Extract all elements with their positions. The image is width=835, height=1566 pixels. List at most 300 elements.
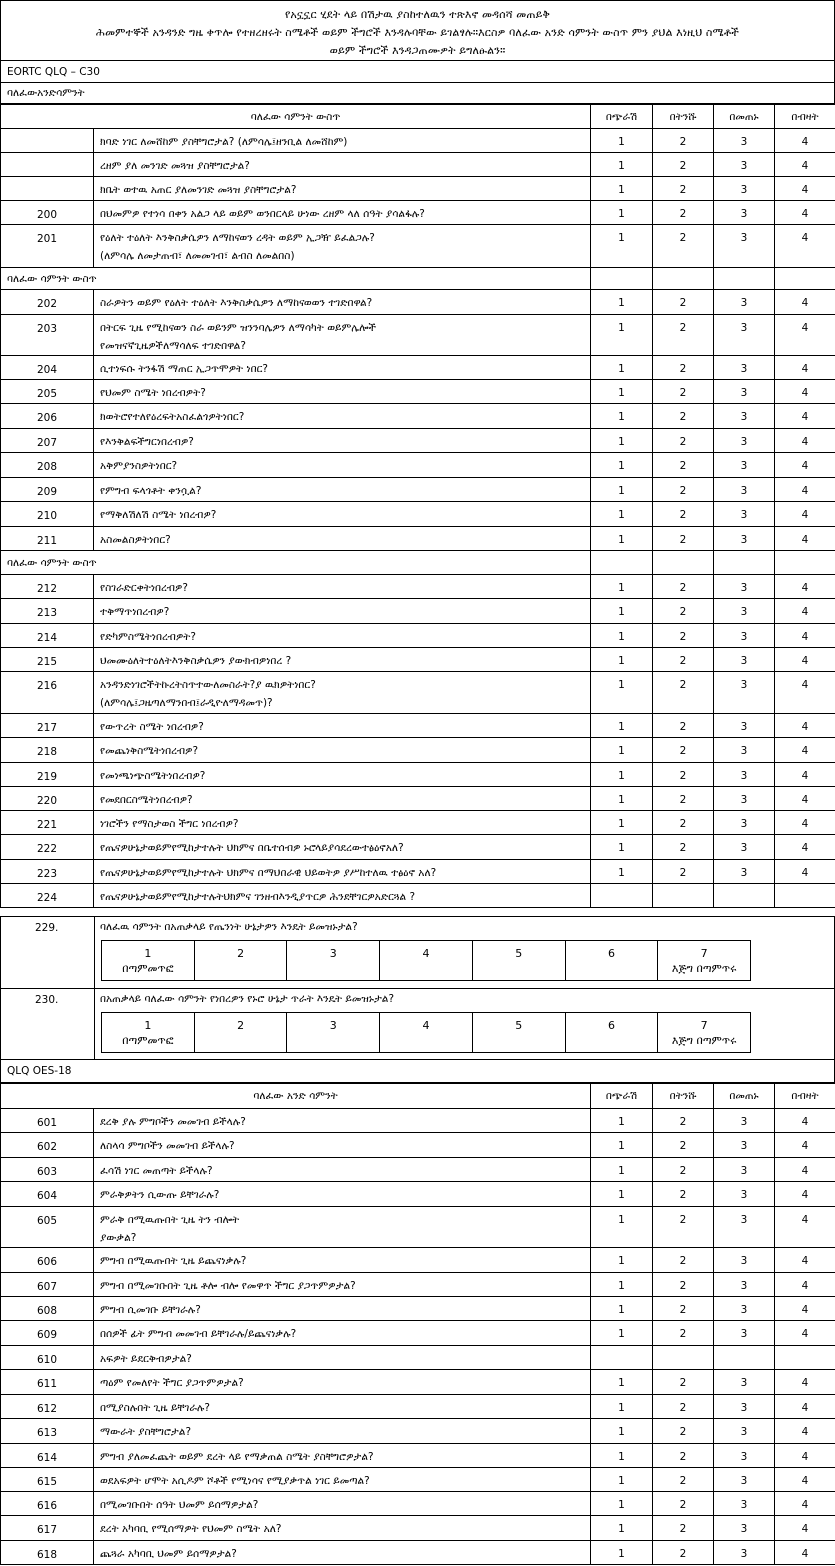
question-text-cont: (ለምሳሌ፤ጋዜጣለማንበብ፤ራዲዮለማዳመጥ)? xyxy=(100,697,273,709)
scale-option-1[interactable]: 1 xyxy=(591,738,653,763)
table-header-row xyxy=(1,1084,835,1109)
question-text: በሰዎች ፊት ምግብ መመገብ ይቸገራሉ/ይጨናነቃሉ? xyxy=(100,1328,297,1340)
scale-option-2[interactable]: 2 xyxy=(653,1492,714,1516)
scale-option-1[interactable]: 1 xyxy=(591,1158,653,1182)
rating-option-4[interactable] xyxy=(379,941,472,980)
rating-value[interactable]: 4 xyxy=(422,1019,430,1032)
scale-option-3[interactable]: 3 xyxy=(714,575,775,599)
question-text: የውጥረት ስሜት ነበረብዎ? xyxy=(100,721,204,733)
scale-option-2[interactable]: 2 xyxy=(653,502,714,527)
question-text: የጤናዎሁኔታወይምየሚከታተሉትህክምና ገንዘብእንዲያጥርዎ ሕንደቸገርዎአድርጓል ? xyxy=(100,891,416,903)
scale-option-2[interactable]: 2 xyxy=(653,599,714,624)
scale-option-4[interactable]: 4 xyxy=(775,177,835,201)
scale-option-4[interactable]: 4 xyxy=(775,1133,835,1158)
question-text-cell xyxy=(94,1248,591,1273)
scale-option-2[interactable]: 2 xyxy=(653,404,714,429)
question-text-cell xyxy=(94,453,591,478)
section-title-oes18: QLQ OES-18 xyxy=(0,1059,835,1083)
scale-option-3[interactable]: 3 xyxy=(714,315,775,356)
question-number: 615 xyxy=(1,1468,94,1492)
scale-option-1[interactable]: 1 xyxy=(591,1541,653,1565)
scale-option-2[interactable]: 2 xyxy=(653,860,714,884)
intro-title: የአኗኗር ሂደት ላይ በሽታዉ ያስከተለዉን ተጽእኖ መዳሰሻ መጠይቅ xyxy=(284,8,551,21)
rating-option-7[interactable] xyxy=(657,1013,750,1052)
rating-scale xyxy=(101,940,751,981)
rating-value[interactable]: 6 xyxy=(607,947,615,960)
question-row xyxy=(1,429,835,453)
scale-option-2[interactable]: 2 xyxy=(653,1248,714,1273)
scale-option-1[interactable]: 1 xyxy=(591,527,653,551)
question-number: 601 xyxy=(1,1109,94,1133)
question-number: 203 xyxy=(1,315,94,356)
scale-option-3[interactable]: 3 xyxy=(714,1419,775,1444)
scale-option-1[interactable]: 1 xyxy=(591,1516,653,1541)
scale-option-3[interactable]: 3 xyxy=(714,1444,775,1468)
scale-option-2[interactable]: 2 xyxy=(653,738,714,763)
scale-option-3[interactable]: 3 xyxy=(714,1492,775,1516)
question-text-cell xyxy=(94,1395,591,1419)
scale-option-4[interactable]: 4 xyxy=(775,1492,835,1516)
column-header-c1: በጭራሽ xyxy=(591,105,653,129)
scale-option-2[interactable]: 2 xyxy=(653,453,714,478)
scale-option-2[interactable]: 2 xyxy=(653,811,714,835)
scale-option-2[interactable]: 2 xyxy=(653,1321,714,1346)
rating-value[interactable]: 1 xyxy=(144,947,152,960)
scale-option-4[interactable]: 4 xyxy=(775,860,835,884)
scale-option-1[interactable]: 1 xyxy=(591,1109,653,1133)
question-number: 217 xyxy=(1,714,94,738)
scale-option-3[interactable]: 3 xyxy=(714,1248,775,1273)
scale-option-1[interactable]: 1 xyxy=(591,1273,653,1297)
oes18-question-table xyxy=(0,1083,835,1565)
rating-option-6[interactable] xyxy=(565,1013,658,1052)
rating-value[interactable]: 2 xyxy=(237,947,245,960)
question-text: የመደበርስሜትነበረብዎ? xyxy=(100,794,193,806)
rating-value[interactable]: 3 xyxy=(329,1019,337,1032)
question-number: 220 xyxy=(1,787,94,811)
scale-option-2[interactable]: 2 xyxy=(653,714,714,738)
scale-option-2[interactable]: 2 xyxy=(653,429,714,453)
question-number: 215 xyxy=(1,648,94,672)
scale-option-3[interactable]: 3 xyxy=(714,648,775,672)
scale-option-2[interactable]: 2 xyxy=(653,1133,714,1158)
question-text: ምግብ በሚዉጡበት ጊዜ ይጨናነቃሉ? xyxy=(100,1255,247,1267)
questionnaire-intro xyxy=(0,0,835,61)
scale-option-2[interactable]: 2 xyxy=(653,315,714,356)
scale-option-1[interactable]: 1 xyxy=(591,860,653,884)
question-text: ምራቅዎትን ሲውጡ ይቸገራሉ? xyxy=(100,1189,220,1201)
scale-option-4[interactable]: 4 xyxy=(775,129,835,153)
scale-option-1[interactable]: 1 xyxy=(591,1182,653,1207)
scale-option-4[interactable]: 4 xyxy=(775,1419,835,1444)
rating-value[interactable]: 4 xyxy=(422,947,430,960)
rating-value[interactable]: 1 xyxy=(144,1019,152,1032)
scale-option-2[interactable]: 2 xyxy=(653,153,714,177)
empty-cell xyxy=(591,551,653,575)
scale-option-4[interactable]: 4 xyxy=(775,315,835,356)
scale-option-3[interactable]: 3 xyxy=(714,714,775,738)
scale-option-1[interactable]: 1 xyxy=(591,1297,653,1321)
question-row xyxy=(1,1133,835,1158)
question-row xyxy=(1,624,835,648)
scale-option-3[interactable]: 3 xyxy=(714,453,775,478)
scale-option-1[interactable]: 1 xyxy=(591,380,653,404)
scale-option-2[interactable]: 2 xyxy=(653,1273,714,1297)
scale-option-2[interactable]: 2 xyxy=(653,1158,714,1182)
question-number: 603 xyxy=(1,1158,94,1182)
scale-option-2[interactable]: 2 xyxy=(653,1541,714,1565)
rating-option-6[interactable] xyxy=(565,941,658,980)
question-number: 202 xyxy=(1,290,94,315)
rating-option-5[interactable] xyxy=(472,1013,565,1052)
question-number: 606 xyxy=(1,1248,94,1273)
scale-option-3[interactable]: 3 xyxy=(714,1182,775,1207)
scale-option-2[interactable]: 2 xyxy=(653,1395,714,1419)
scale-option-4[interactable]: 4 xyxy=(775,811,835,835)
scale-option-3[interactable]: 3 xyxy=(714,356,775,380)
question-text: ክባድ ነገር ለመሸከም ያስቸግሮታል? (ለምሳሌ፤ዘንቢል ለመሸከም) xyxy=(100,136,348,148)
question-text: ተቅማጥነበረብዎ? xyxy=(100,606,170,618)
scale-option-3[interactable]: 3 xyxy=(714,177,775,201)
scale-option-4[interactable]: 4 xyxy=(775,1444,835,1468)
column-header-period: ባለፈው ሳምንት ውስጥ xyxy=(1,105,591,129)
scale-option-2[interactable]: 2 xyxy=(653,225,714,268)
scale-option-3[interactable]: 3 xyxy=(714,835,775,860)
question-text: በትርፍ ጊዜ የሚከናወን ስራ ወይንም ዝንንባሌዎን ለማሳካት ወይምሌሎች xyxy=(100,322,377,334)
question-row xyxy=(1,1158,835,1182)
rating-option-2[interactable] xyxy=(194,1013,287,1052)
question-text-cell xyxy=(94,1468,591,1492)
scale-option-2[interactable]: 2 xyxy=(653,201,714,225)
rating-value[interactable]: 7 xyxy=(700,1019,708,1032)
scale-option-1[interactable]: 1 xyxy=(591,599,653,624)
scale-option-1[interactable]: 1 xyxy=(591,835,653,860)
question-row xyxy=(1,738,835,763)
question-row xyxy=(1,478,835,502)
scale-option-3[interactable]: 3 xyxy=(714,429,775,453)
scale-option-3[interactable]: 3 xyxy=(714,1297,775,1321)
question-text-cell xyxy=(94,1207,591,1248)
scale-option-1[interactable]: 1 xyxy=(591,225,653,268)
scale-option-3[interactable]: 3 xyxy=(714,502,775,527)
scale-option-2[interactable]: 2 xyxy=(653,177,714,201)
empty-cell xyxy=(775,884,835,908)
question-text-cell xyxy=(94,225,591,268)
question-number: 613 xyxy=(1,1419,94,1444)
scale-option-3[interactable]: 3 xyxy=(714,1516,775,1541)
scale-option-1[interactable]: 1 xyxy=(591,714,653,738)
column-divider xyxy=(94,989,95,1059)
scale-option-3[interactable]: 3 xyxy=(714,201,775,225)
scale-option-3[interactable]: 3 xyxy=(714,1273,775,1297)
question-text-cell xyxy=(94,811,591,835)
scale-option-4[interactable]: 4 xyxy=(775,835,835,860)
scale-option-3[interactable]: 3 xyxy=(714,153,775,177)
scale-option-4[interactable]: 4 xyxy=(775,429,835,453)
scale-option-2[interactable]: 2 xyxy=(653,763,714,787)
scale-option-1[interactable]: 1 xyxy=(591,787,653,811)
scale-option-4[interactable]: 4 xyxy=(775,648,835,672)
question-row xyxy=(1,527,835,551)
scale-option-4[interactable]: 4 xyxy=(775,575,835,599)
scale-option-1[interactable]: 1 xyxy=(591,1492,653,1516)
scale-option-4[interactable]: 4 xyxy=(775,763,835,787)
scale-option-1[interactable]: 1 xyxy=(591,648,653,672)
scale-option-4[interactable]: 4 xyxy=(775,1109,835,1133)
rating-value[interactable]: 3 xyxy=(329,947,337,960)
scale-option-4[interactable]: 4 xyxy=(775,672,835,714)
scale-option-2[interactable]: 2 xyxy=(653,624,714,648)
question-row xyxy=(1,1297,835,1321)
scale-option-1[interactable]: 1 xyxy=(591,1395,653,1419)
question-number: 617 xyxy=(1,1516,94,1541)
scale-option-4[interactable]: 4 xyxy=(775,738,835,763)
scale-option-1[interactable]: 1 xyxy=(591,811,653,835)
scale-option-4[interactable]: 4 xyxy=(775,153,835,177)
rating-option-1[interactable] xyxy=(102,941,194,980)
scale-option-2[interactable]: 2 xyxy=(653,835,714,860)
rating-anchor-high: እጅግ በጣምጥሩ xyxy=(671,962,737,975)
scale-option-2[interactable]: 2 xyxy=(653,1444,714,1468)
question-number: 618 xyxy=(1,1541,94,1565)
column-header-c4: በብዛት xyxy=(775,105,835,129)
scale-option-1[interactable]: 1 xyxy=(591,1248,653,1273)
scale-option-1[interactable]: 1 xyxy=(591,1370,653,1395)
question-text-cell xyxy=(94,884,591,908)
scale-option-4[interactable]: 4 xyxy=(775,787,835,811)
scale-option-2[interactable]: 2 xyxy=(653,1370,714,1395)
scale-option-4[interactable]: 4 xyxy=(775,356,835,380)
scale-option-1[interactable]: 1 xyxy=(591,453,653,478)
scale-option-3[interactable]: 3 xyxy=(714,787,775,811)
scale-option-4[interactable]: 4 xyxy=(775,1395,835,1419)
scale-option-4[interactable]: 4 xyxy=(775,1158,835,1182)
column-header-c2: በትንሹ xyxy=(653,105,714,129)
question-row xyxy=(1,811,835,835)
rating-option-3[interactable] xyxy=(286,941,379,980)
rating-option-3[interactable] xyxy=(286,1013,379,1052)
question-row xyxy=(1,129,835,153)
question-text-cell xyxy=(94,315,591,356)
scale-option-2[interactable]: 2 xyxy=(653,1182,714,1207)
rating-value[interactable]: 5 xyxy=(515,947,523,960)
scale-option-1[interactable]: 1 xyxy=(591,356,653,380)
scale-option-1[interactable]: 1 xyxy=(591,624,653,648)
scale-option-4[interactable]: 4 xyxy=(775,1321,835,1346)
question-text-cell xyxy=(94,1444,591,1468)
question-text-cell xyxy=(94,502,591,527)
scale-option-2[interactable]: 2 xyxy=(653,356,714,380)
scale-option-1[interactable]: 1 xyxy=(591,429,653,453)
scale-option-3[interactable]: 3 xyxy=(714,290,775,315)
question-row xyxy=(1,453,835,478)
scale-option-4[interactable]: 4 xyxy=(775,453,835,478)
question-row xyxy=(1,380,835,404)
scale-option-4[interactable]: 4 xyxy=(775,714,835,738)
scale-option-3[interactable]: 3 xyxy=(714,129,775,153)
scale-option-4[interactable]: 4 xyxy=(775,1468,835,1492)
scale-option-4[interactable]: 4 xyxy=(775,1516,835,1541)
scale-option-4[interactable]: 4 xyxy=(775,201,835,225)
scale-option-1[interactable]: 1 xyxy=(591,1207,653,1248)
rating-value[interactable]: 6 xyxy=(607,1019,615,1032)
question-text: በህመምዎ የተነሳ በቀን አልጋ ላይ ወይም ወንበርላይ ሁነው ረዘም ላለ ሰዓት ያሳልፋሉ? xyxy=(100,208,425,220)
scale-option-2[interactable]: 2 xyxy=(653,527,714,551)
scale-option-2[interactable]: 2 xyxy=(653,290,714,315)
scale-option-1[interactable]: 1 xyxy=(591,1468,653,1492)
scale-option-3[interactable]: 3 xyxy=(714,1468,775,1492)
rating-option-1[interactable] xyxy=(102,1013,194,1052)
scale-option-1[interactable]: 1 xyxy=(591,290,653,315)
rating-value[interactable]: 2 xyxy=(237,1019,245,1032)
empty-cell xyxy=(714,1346,775,1370)
rating-option-5[interactable] xyxy=(472,941,565,980)
scale-option-4[interactable]: 4 xyxy=(775,290,835,315)
question-row xyxy=(1,177,835,201)
question-text-cell xyxy=(94,404,591,429)
scale-option-2[interactable]: 2 xyxy=(653,672,714,714)
scale-option-2[interactable]: 2 xyxy=(653,129,714,153)
question-text-cell xyxy=(94,129,591,153)
question-number: 608 xyxy=(1,1297,94,1321)
question-row xyxy=(1,201,835,225)
scale-option-1[interactable]: 1 xyxy=(591,763,653,787)
question-text-cont: ያውቃል? xyxy=(100,1232,137,1244)
rating-option-2[interactable] xyxy=(194,941,287,980)
scale-option-2[interactable]: 2 xyxy=(653,1516,714,1541)
scale-option-1[interactable]: 1 xyxy=(591,177,653,201)
scale-option-1[interactable]: 1 xyxy=(591,1419,653,1444)
scale-option-3[interactable]: 3 xyxy=(714,599,775,624)
scale-option-4[interactable]: 4 xyxy=(775,1541,835,1565)
rating-anchor-low: በጣምመጥፎ xyxy=(122,1034,174,1047)
scale-option-2[interactable]: 2 xyxy=(653,478,714,502)
scale-option-4[interactable]: 4 xyxy=(775,527,835,551)
scale-option-1[interactable]: 1 xyxy=(591,201,653,225)
question-row xyxy=(1,1248,835,1273)
question-number: 230. xyxy=(35,994,59,1006)
scale-option-3[interactable]: 3 xyxy=(714,404,775,429)
scale-option-1[interactable]: 1 xyxy=(591,315,653,356)
scale-option-2[interactable]: 2 xyxy=(653,648,714,672)
rating-option-4[interactable] xyxy=(379,1013,472,1052)
scale-option-3[interactable]: 3 xyxy=(714,1133,775,1158)
scale-option-3[interactable]: 3 xyxy=(714,527,775,551)
scale-option-4[interactable]: 4 xyxy=(775,1248,835,1273)
scale-option-2[interactable]: 2 xyxy=(653,575,714,599)
scale-option-4[interactable]: 4 xyxy=(775,225,835,268)
question-text-cell xyxy=(94,1492,591,1516)
question-row xyxy=(1,1395,835,1419)
scale-option-2[interactable]: 2 xyxy=(653,1207,714,1248)
scale-option-4[interactable]: 4 xyxy=(775,478,835,502)
scale-option-4[interactable]: 4 xyxy=(775,624,835,648)
empty-cell xyxy=(714,551,775,575)
question-text: ጣዕም የመለየት ችግር ያጋጥምዎታል? xyxy=(100,1377,244,1389)
question-number: 229. xyxy=(35,922,59,934)
scale-option-3[interactable]: 3 xyxy=(714,1541,775,1565)
global-question xyxy=(0,916,835,989)
scale-option-3[interactable]: 3 xyxy=(714,1370,775,1395)
question-text-cell xyxy=(94,1297,591,1321)
scale-option-2[interactable]: 2 xyxy=(653,380,714,404)
scale-option-2[interactable]: 2 xyxy=(653,787,714,811)
scale-option-1[interactable]: 1 xyxy=(591,1133,653,1158)
scale-option-2[interactable]: 2 xyxy=(653,1109,714,1133)
scale-option-3[interactable]: 3 xyxy=(714,672,775,714)
empty-cell xyxy=(653,884,714,908)
scale-option-2[interactable]: 2 xyxy=(653,1419,714,1444)
scale-option-3[interactable]: 3 xyxy=(714,225,775,268)
scale-option-1[interactable]: 1 xyxy=(591,1321,653,1346)
question-number: 222 xyxy=(1,835,94,860)
scale-option-4[interactable]: 4 xyxy=(775,502,835,527)
scale-option-1[interactable]: 1 xyxy=(591,502,653,527)
scale-option-4[interactable]: 4 xyxy=(775,1182,835,1207)
scale-option-2[interactable]: 2 xyxy=(653,1297,714,1321)
scale-option-4[interactable]: 4 xyxy=(775,1207,835,1248)
question-text: ወደአፍዎት ሆሞት አሲዶም ሾቶች የሚነሳና የሚያቃጥል ነገር ይመጣል? xyxy=(100,1475,370,1487)
scale-option-3[interactable]: 3 xyxy=(714,380,775,404)
scale-option-1[interactable]: 1 xyxy=(591,672,653,714)
question-text-cell xyxy=(94,153,591,177)
scale-option-4[interactable]: 4 xyxy=(775,1370,835,1395)
scale-option-3[interactable]: 3 xyxy=(714,811,775,835)
scale-option-3[interactable]: 3 xyxy=(714,1109,775,1133)
question-text: በአጠቃላይ ባለፈው ሳምንት የነበረዎን የኑሮ ሁኔታ ጥራት እንዴት ይመዝኑታል? xyxy=(100,993,395,1005)
question-text: የዕለት ተዕለት እንቅስቃሴዎን ለማከናወን ረዳት ወይም ኢጋዥ ይፈልጋሉ? xyxy=(100,232,375,244)
scale-option-3[interactable]: 3 xyxy=(714,624,775,648)
scale-option-4[interactable]: 4 xyxy=(775,1297,835,1321)
scale-option-3[interactable]: 3 xyxy=(714,478,775,502)
rating-value[interactable]: 5 xyxy=(515,1019,523,1032)
scale-option-2[interactable]: 2 xyxy=(653,1468,714,1492)
scale-option-4[interactable]: 4 xyxy=(775,404,835,429)
scale-option-3[interactable]: 3 xyxy=(714,1158,775,1182)
rating-option-7[interactable] xyxy=(657,941,750,980)
question-number: 212 xyxy=(1,575,94,599)
question-number xyxy=(1,177,94,201)
scale-option-3[interactable]: 3 xyxy=(714,1207,775,1248)
question-text: ምግብ ያለመፈጨት ወይም ደረት ላይ የማቃጠል ስሜት ያስቸግሮዎታል? xyxy=(100,1451,374,1463)
scale-option-4[interactable]: 4 xyxy=(775,599,835,624)
scale-option-1[interactable]: 1 xyxy=(591,129,653,153)
question-text-cont: (ለምሳሌ ለመታጠብ፣ ለመመገብ፣ ልብስ ለመልበስ) xyxy=(100,250,295,262)
scale-option-1[interactable]: 1 xyxy=(591,153,653,177)
scale-option-1[interactable]: 1 xyxy=(591,1444,653,1468)
scale-option-4[interactable]: 4 xyxy=(775,380,835,404)
question-row xyxy=(1,672,835,714)
question-number: 609 xyxy=(1,1321,94,1346)
scale-option-3[interactable]: 3 xyxy=(714,1321,775,1346)
column-divider xyxy=(94,917,95,988)
scale-option-1[interactable]: 1 xyxy=(591,575,653,599)
scale-option-3[interactable]: 3 xyxy=(714,860,775,884)
scale-option-3[interactable]: 3 xyxy=(714,763,775,787)
scale-option-1[interactable]: 1 xyxy=(591,478,653,502)
scale-option-3[interactable]: 3 xyxy=(714,1395,775,1419)
question-number xyxy=(1,129,94,153)
scale-option-3[interactable]: 3 xyxy=(714,738,775,763)
question-text-cell xyxy=(94,1541,591,1565)
rating-value[interactable]: 7 xyxy=(700,947,708,960)
question-row xyxy=(1,599,835,624)
question-text-cont: የመዝናኛጊዜዎችለማሳለፍ ተገድበዋል? xyxy=(100,340,246,352)
question-number: 611 xyxy=(1,1370,94,1395)
scale-option-4[interactable]: 4 xyxy=(775,1273,835,1297)
question-text: የስገራድርቀትነበረብዎ? xyxy=(100,582,188,594)
scale-option-1[interactable]: 1 xyxy=(591,404,653,429)
